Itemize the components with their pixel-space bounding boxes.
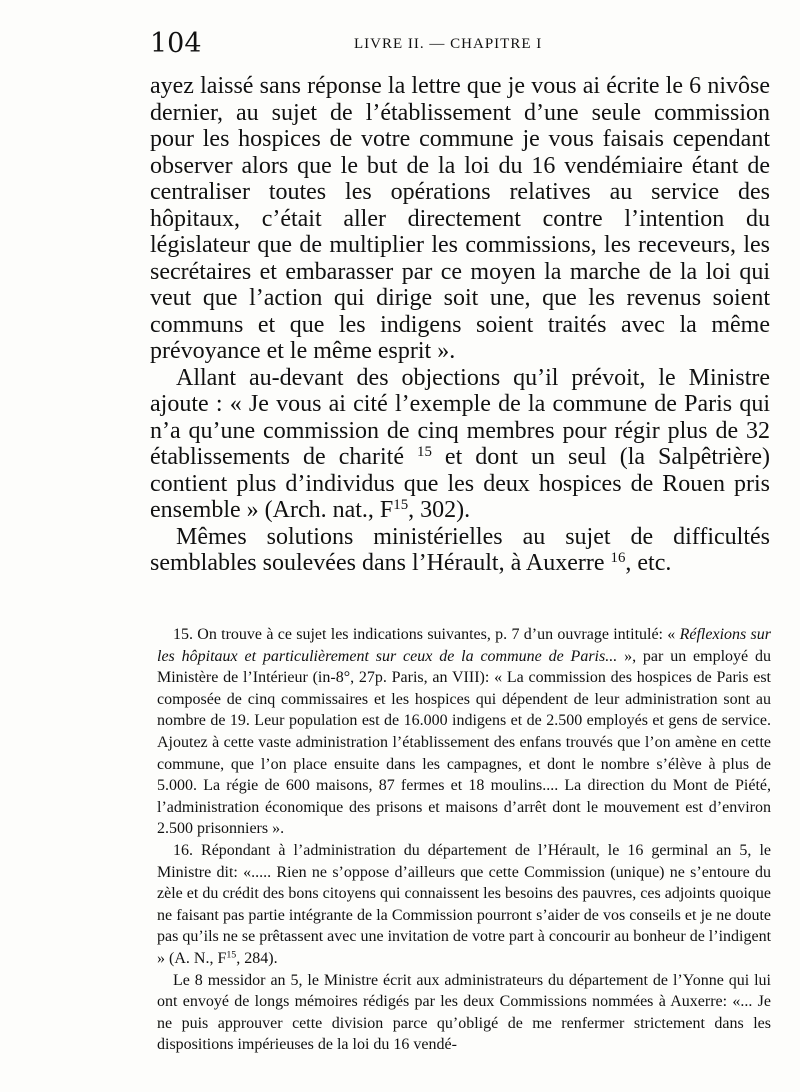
footnote-ref-15: 15 <box>417 443 432 460</box>
main-text <box>150 73 770 577</box>
paragraph-similar-solutions <box>150 524 770 577</box>
cited-title: Réflexions sur les hôpitaux et particulièrement sur ceux de la commune de Paris... <box>157 626 772 665</box>
footnote-15 <box>157 624 771 840</box>
page-header <box>150 28 770 58</box>
text-run: 16. Répondant à l’administration du département de l’Hérault, le 16 germinal an 5, le Ministre dit: «..... Rien ne s’oppose d’ailleurs que cette Commission (unique) ne s’entoure du zèle et du crédit des bons citoyens qui connaissent les besoins des pauvres, ces adjoints quoique ne faisant pas partie intégrante de la Commission pourront s’aider de vos conseils et je ne doute pas qu’ils ne se prêtassent avec une invitation de votre part à concourir au bonheur de l’indigent » (A. N., F <box>157 841 772 967</box>
text-run: Mêmes solutions ministérielles au sujet de difficultés semblables soulevées dans l’Hérault, à Auxerre <box>150 523 770 576</box>
paragraph-continuation: ayez laissé sans réponse la lettre que je vous ai écrite le 6 nivôse dernier, au sujet de l’établissement d’une seule commission pour les hospices de votre commune je vous faisais cependant observer alors que le but de la loi du 16 vendémiaire étant de centraliser toutes les opérations relatives au service des hôpitaux, c’était aller directement contre l’intention du législateur que de multiplier les commissions, les receveurs, les secrétaires et embarasser par ce moyen la marche de la loi qui veut que l’action qui dirige soit une, que les revenus soient communs et que les indigens soient traités avec la même prévoyance et le même esprit ». <box>150 73 770 364</box>
footnotes <box>157 624 771 1056</box>
page-number: 104 <box>150 28 202 59</box>
text-run: 15. On trouve à ce sujet les indications suivantes, p. 7 d’un ouvrage intitulé: « <box>173 626 680 643</box>
text-run: , etc. <box>625 550 672 576</box>
text-run: et dont un seul (la Salpêtrière) contient plus d’individus que les deux hospices de Rouen pris ensemble » (Arch. nat., F <box>150 444 770 523</box>
footnote-16 <box>157 840 771 970</box>
footnote-16-continuation: Le 8 messidor an 5, le Ministre écrit aux administrateurs du département de l’Yonne qui lui ont envoyé de longs mémoires rédigés par les deux Commissions nommées à Auxerre: «... Je ne puis approuver cette division parce qu’obligé de me renfermer strictement dans les dispositions impérieuses de la loi du 16 vendé- <box>157 971 771 1054</box>
text-run: Allant au-devant des objections qu’il prévoit, le Ministre ajoute : « Je vous ai cité l’exemple de la commune de Paris qui n’a qu’une commission de cinq membres pour régir plus de 32 établissements de charité <box>150 364 770 470</box>
text-run: , 284). <box>236 949 278 967</box>
superscript: 15 <box>393 496 409 513</box>
running-head: LIVRE II. — CHAPITRE I <box>354 36 543 52</box>
footnote-ref-16: 16 <box>610 549 626 566</box>
paragraph-minister-quote <box>150 365 770 524</box>
text-run: », par un employé du Ministère de l’Intérieur (in-8°, 27p. Paris, an VIII): « La commission des hospices de Paris est composée de cinq commissaires et les hospices qui dépendent de leur administration sont au nombre de 19. Leur population est de 16.000 indigens et de 2.500 employés et gens de service. Ajoutez à cette vaste administration l’établissement des enfans trouvés que l’on amène en cette commune, que l’on place ensuite dans les campagnes, et dont le nombre s’élève à plus de 5.000. La régie de 600 maisons, 87 fermes et 18 moulins.... La direction du Mont de Piété, l’administration économique des prisons et maisons d’arrêt dont le mouvement est d’environ 2.500 prisonniers ». <box>157 647 771 838</box>
superscript: 15 <box>226 949 237 961</box>
text-run: , 302). <box>408 497 471 523</box>
